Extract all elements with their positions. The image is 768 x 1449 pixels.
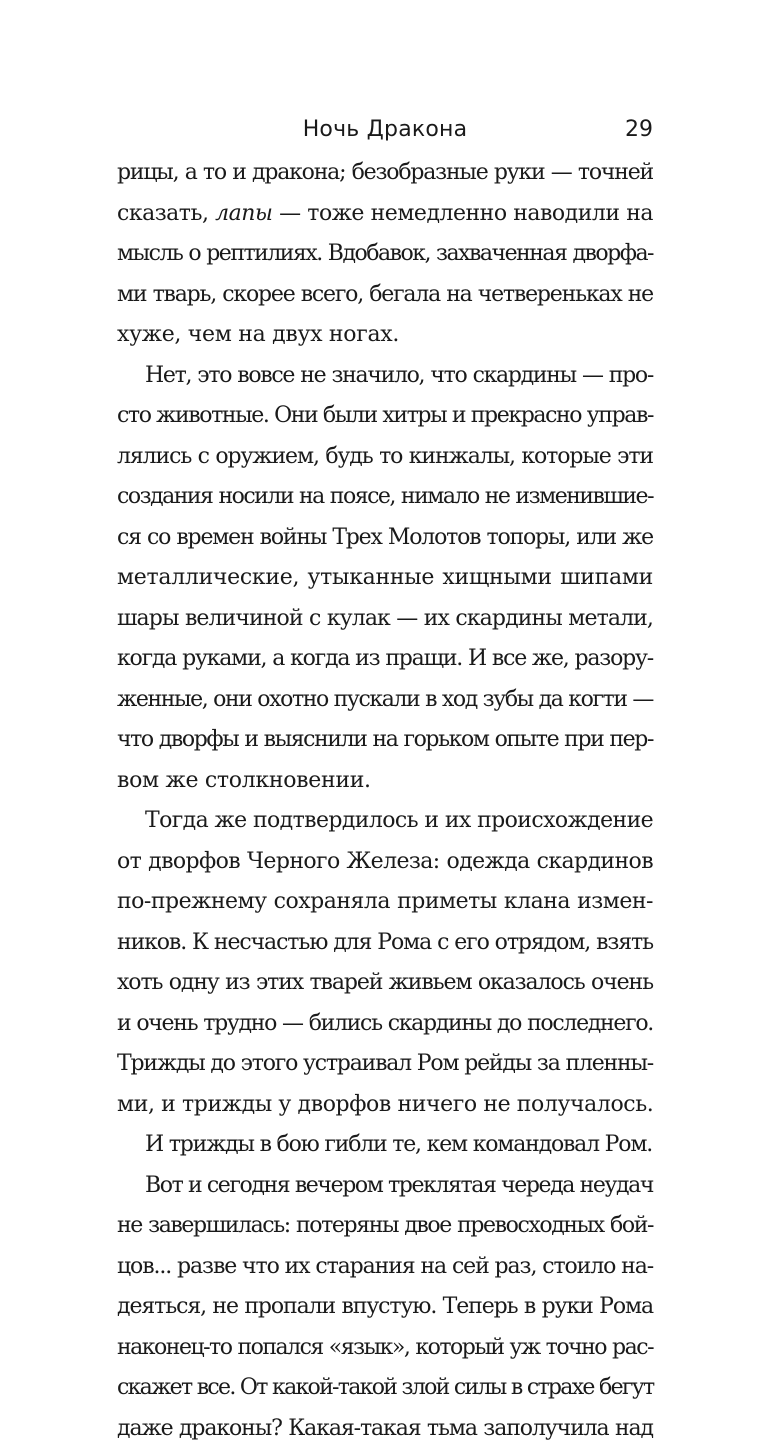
text-fragment: — тоже немедленно наводили на — [279, 201, 653, 226]
paragraph-last-line: ми, и трижды у дворфов ничего не получалось. — [117, 1085, 653, 1126]
text-line: по-прежнему сохраняла приметы клана измен- — [117, 882, 653, 923]
text-line: лялись с оружием, будь то кинжалы, которые эти — [117, 437, 653, 478]
text-line: рицы, а то и дракона; безобразные руки — точней — [117, 153, 653, 194]
text-line: создания носили на поясе, нимало не изменившие- — [117, 477, 653, 518]
text-line: что дворфы и выяснили на горьком опыте при пер- — [117, 720, 653, 761]
text-line: Трижды до этого устраивал Ром рейды за пленны- — [117, 1044, 653, 1085]
text-line: деяться, не пропали впустую. Теперь в руки Рома — [117, 1287, 653, 1328]
text-line: мысль о рептилиях. Вдобавок, захваченная дворфа- — [117, 234, 653, 275]
paragraph-last-line: вом же столкновении. — [117, 761, 653, 802]
text-line: цов... разве что их старания на сей раз, стоило на- — [117, 1247, 653, 1288]
running-header — [117, 112, 653, 148]
text-line: ников. К несчастью для Рома с его отрядом, взять — [117, 923, 653, 964]
text-line: и очень трудно — бились скардины до последнего. — [117, 1004, 653, 1045]
text-line: наконец-то попался «язык», который уж точно рас- — [117, 1328, 653, 1369]
text-line: ми тварь, скорее всего, бегала на четвереньках не — [117, 275, 653, 316]
text-line: от дворфов Черного Железа: одежда скардинов — [117, 842, 653, 883]
page-number: 29 — [625, 112, 653, 148]
text-line: женные, они охотно пускали в ход зубы да когти — — [117, 680, 653, 721]
text-line: скажет все. От какой-такой злой силы в страхе бегут — [117, 1368, 653, 1409]
paragraph-first-line: Нет, это вовсе не значило, что скардины — про- — [117, 356, 653, 397]
text-line: металлические, утыканные хищными шипами — [117, 558, 653, 599]
paragraph-single-line: И трижды в бою гибли те, кем командовал Ром. — [117, 1125, 653, 1166]
text-line — [117, 194, 653, 235]
text-line: когда руками, а когда из пращи. И все же, разору- — [117, 639, 653, 680]
running-title: Ночь Дракона — [117, 112, 653, 148]
text-line: хоть одну из этих тварей живьем оказалось очень — [117, 963, 653, 1004]
emphasized-word: лапы — [215, 201, 272, 226]
text-line: сто животные. Они были хитры и прекрасно управ- — [117, 396, 653, 437]
paragraph-last-line: хуже, чем на двух ногах. — [117, 315, 653, 356]
body-text — [117, 153, 653, 1449]
text-line: не завершилась: потеряны двое превосходных бой- — [117, 1206, 653, 1247]
paragraph-first-line: Вот и сегодня вечером треклятая череда неудач — [117, 1166, 653, 1207]
text-line: даже драконы? Какая-такая тьма заполучила над — [117, 1409, 653, 1449]
text-fragment: сказать, — [117, 201, 208, 226]
paragraph-first-line: Тогда же подтвердилось и их происхождение — [117, 801, 653, 842]
text-line: шары величиной с кулак — их скардины метали, — [117, 599, 653, 640]
text-line: ся со времен войны Трех Молотов топоры, или же — [117, 518, 653, 559]
